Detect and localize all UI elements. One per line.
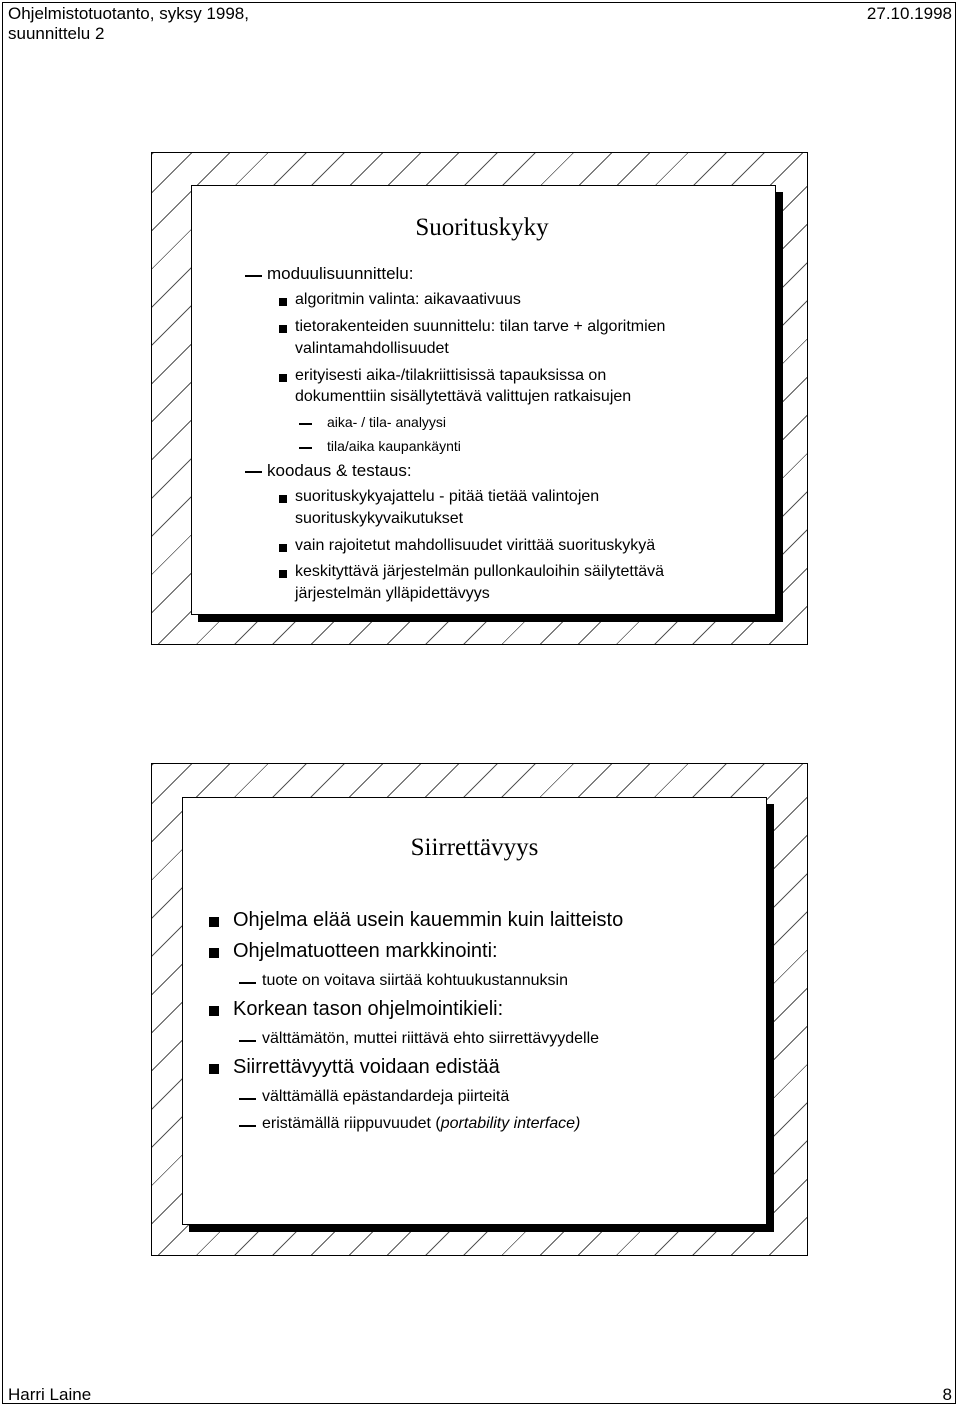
sub-item: tuote on voitava siirtää kohtuukustannuksin <box>262 972 568 989</box>
level1-item: koodaus & testaus: <box>267 461 412 480</box>
bullet-item-continued: dokumenttiin sisällytettävä valittujen ratkaisujen <box>295 388 632 405</box>
footer-page-number: 8 <box>942 1385 952 1404</box>
bullet-item: Siirrettävyyttä voidaan edistää <box>233 1056 500 1078</box>
square-bullet-icon <box>279 298 287 306</box>
header-date: 27.10.1998 <box>866 4 952 23</box>
dash-marker <box>245 471 262 473</box>
slide-1-title: Suorituskyky <box>415 214 549 241</box>
slide-2-title: Siirrettävyys <box>410 834 539 861</box>
sub-item: tila/aika kaupankäynti <box>327 438 461 454</box>
bullet-item: keskityttävä järjestelmän pullonkauloihin säilytettävä <box>295 563 665 580</box>
square-bullet-icon <box>209 1064 219 1074</box>
dash-marker <box>239 1125 256 1127</box>
bullet-item: suorituskykyajattelu - pitää tietää valintojen <box>295 488 600 505</box>
level1-item: moduulisuunnittelu: <box>267 264 414 283</box>
document-header <box>8 4 249 44</box>
slide-1-card <box>191 185 776 615</box>
bullet-item: erityisesti aika-/tilakriittisissä tapauksissa on <box>295 367 607 384</box>
bullet-item-continued: valintamahdollisuudet <box>295 340 449 357</box>
square-bullet-icon <box>209 1006 219 1016</box>
square-bullet-icon <box>279 570 287 578</box>
bullet-item: Korkean tason ohjelmointikieli: <box>233 998 504 1020</box>
square-bullet-icon <box>279 325 287 333</box>
bullet-item: Ohjelmatuotteen markkinointi: <box>233 940 498 962</box>
square-bullet-icon <box>209 948 219 958</box>
header-title: Ohjelmistotuotanto, syksy 1998, <box>8 4 249 23</box>
sub-item-italic-text: portability interface) <box>440 1115 581 1132</box>
footer-author: Harri Laine <box>8 1385 92 1404</box>
bullet-item-continued: järjestelmän ylläpidettävyys <box>295 585 490 602</box>
bullet-item: tietorakenteiden suunnittelu: tilan tarve + algoritmien <box>295 318 666 335</box>
square-bullet-icon <box>279 544 287 552</box>
dash-marker <box>239 982 256 984</box>
dash-marker <box>245 275 262 277</box>
square-bullet-icon <box>209 917 219 927</box>
square-bullet-icon <box>279 374 287 382</box>
square-bullet-icon <box>279 495 287 503</box>
bullet-item: Ohjelma elää usein kauemmin kuin laitteisto <box>233 909 624 931</box>
sub-item: välttämätön, muttei riittävä ehto siirrettävyydelle <box>262 1030 600 1047</box>
dash-marker <box>239 1040 256 1042</box>
sub-item-text: eristämällä riippuvuudet ( <box>262 1115 441 1132</box>
bullet-item: vain rajoitetut mahdollisuudet virittää suorituskykyä <box>295 537 656 554</box>
sub-item: välttämällä epästandardeja piirteitä <box>262 1088 510 1105</box>
bullet-item: algoritmin valinta: aikavaativuus <box>295 291 521 308</box>
sub-item: aika- / tila- analyysi <box>327 414 447 430</box>
slide-2-card <box>182 797 767 1225</box>
dash-marker <box>239 1098 256 1100</box>
bullet-item-continued: suorituskykyvaikutukset <box>295 510 464 527</box>
header-subtitle: suunnittelu 2 <box>8 24 105 43</box>
dash-marker <box>299 447 312 449</box>
sub-item <box>262 1115 580 1133</box>
dash-marker <box>299 423 312 425</box>
